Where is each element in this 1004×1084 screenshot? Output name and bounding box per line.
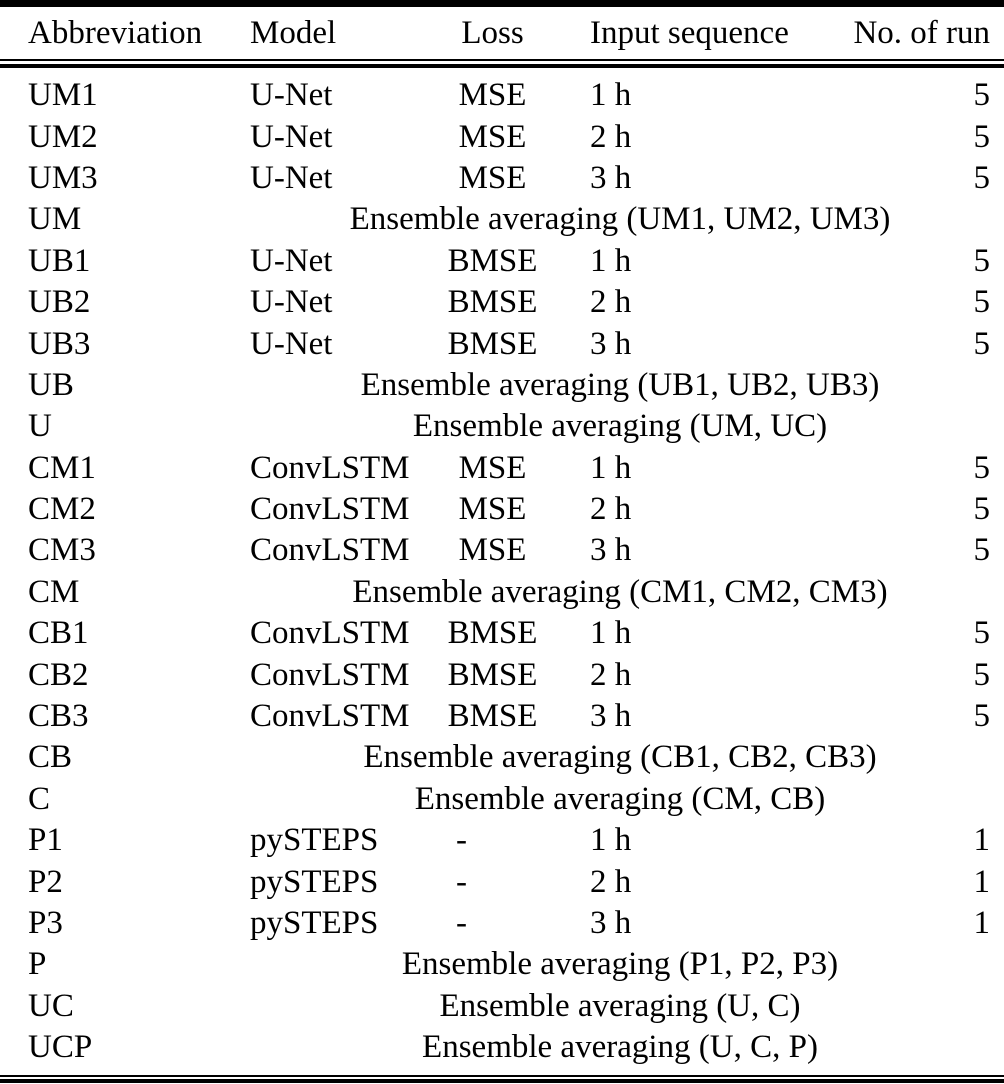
cell-loss-value: - bbox=[456, 863, 467, 900]
cell-ensemble-description: Ensemble averaging (U, C) bbox=[439, 987, 801, 1024]
table-row bbox=[0, 820, 1004, 861]
table-row bbox=[0, 323, 1004, 364]
table-row bbox=[0, 944, 1004, 985]
cell-loss bbox=[445, 864, 540, 901]
cell-model: pySTEPS bbox=[250, 863, 379, 900]
cell-loss-value: MSE bbox=[458, 77, 527, 114]
cell-abbreviation: UM3 bbox=[28, 159, 98, 196]
cell-abbreviation: P1 bbox=[28, 822, 63, 859]
table-row bbox=[0, 986, 1004, 1027]
cell-no-of-run: 5 bbox=[973, 449, 990, 486]
cell-loss bbox=[445, 615, 540, 652]
cell-loss-value: BMSE bbox=[447, 242, 538, 279]
cell-no-of-run: 1 bbox=[973, 822, 990, 859]
cell-no-of-run: 5 bbox=[973, 77, 990, 114]
column-header-loss: Loss bbox=[461, 14, 524, 51]
bottom-separator-thick-rule bbox=[0, 1079, 1004, 1083]
cell-ensemble-description: Ensemble averaging (UB1, UB2, UB3) bbox=[360, 366, 880, 403]
cell-loss bbox=[445, 119, 540, 156]
table-row bbox=[0, 861, 1004, 902]
cell-model: U-Net bbox=[250, 325, 333, 362]
cell-input-sequence: 2 h bbox=[590, 284, 632, 321]
cell-loss bbox=[445, 450, 540, 487]
cell-abbreviation: UB2 bbox=[28, 284, 91, 321]
table-row bbox=[0, 1027, 1004, 1068]
cell-loss bbox=[445, 243, 540, 280]
table-body bbox=[0, 75, 1004, 1068]
cell-loss bbox=[445, 284, 540, 321]
cell-model: ConvLSTM bbox=[250, 491, 410, 528]
cell-loss-value: BMSE bbox=[447, 656, 538, 693]
cell-model: pySTEPS bbox=[250, 822, 379, 859]
cell-loss bbox=[445, 657, 540, 694]
cell-no-of-run: 5 bbox=[973, 698, 990, 735]
cell-loss-value: BMSE bbox=[447, 698, 538, 735]
cell-abbreviation: CB3 bbox=[28, 698, 89, 735]
cell-input-sequence: 3 h bbox=[590, 325, 632, 362]
cell-loss-value: BMSE bbox=[447, 615, 538, 652]
table-row bbox=[0, 199, 1004, 240]
table-row bbox=[0, 530, 1004, 571]
cell-input-sequence: 1 h bbox=[590, 615, 632, 652]
cell-abbreviation: P bbox=[28, 946, 47, 983]
cell-abbreviation: CM2 bbox=[28, 491, 96, 528]
cell-loss-value: MSE bbox=[458, 532, 527, 569]
cell-loss-value: MSE bbox=[458, 118, 527, 155]
cell-loss bbox=[445, 160, 540, 197]
cell-no-of-run: 5 bbox=[973, 532, 990, 569]
table-row bbox=[0, 158, 1004, 199]
cell-input-sequence: 3 h bbox=[590, 159, 632, 196]
cell-loss-value: MSE bbox=[458, 491, 527, 528]
cell-input-sequence: 2 h bbox=[590, 863, 632, 900]
cell-loss bbox=[445, 698, 540, 735]
cell-model: ConvLSTM bbox=[250, 532, 410, 569]
cell-loss bbox=[445, 905, 540, 942]
cell-loss-value: BMSE bbox=[447, 284, 538, 321]
cell-model: ConvLSTM bbox=[250, 615, 410, 652]
cell-abbreviation: CB1 bbox=[28, 615, 89, 652]
cell-model: pySTEPS bbox=[250, 905, 379, 941]
cell-abbreviation: P3 bbox=[28, 905, 63, 941]
cell-abbreviation: P2 bbox=[28, 863, 63, 900]
table-row bbox=[0, 116, 1004, 157]
cell-model: U-Net bbox=[250, 77, 333, 114]
cell-abbreviation: CM1 bbox=[28, 449, 96, 486]
cell-no-of-run: 5 bbox=[973, 615, 990, 652]
cell-loss-value: - bbox=[456, 822, 467, 859]
cell-ensemble-description: Ensemble averaging (U, C, P) bbox=[422, 1029, 818, 1066]
top-rule bbox=[0, 0, 1004, 7]
cell-no-of-run: 5 bbox=[973, 491, 990, 528]
cell-no-of-run: 5 bbox=[973, 325, 990, 362]
cell-input-sequence: 2 h bbox=[590, 656, 632, 693]
column-header-abbreviation: Abbreviation bbox=[28, 14, 203, 51]
table-row bbox=[0, 696, 1004, 737]
cell-loss-value: MSE bbox=[458, 159, 527, 196]
cell-loss-value: BMSE bbox=[447, 325, 538, 362]
cell-no-of-run: 1 bbox=[973, 905, 990, 941]
column-header-model: Model bbox=[250, 14, 337, 51]
cell-input-sequence: 1 h bbox=[590, 449, 632, 486]
cell-no-of-run: 5 bbox=[973, 118, 990, 155]
cell-input-sequence: 2 h bbox=[590, 118, 632, 155]
cell-abbreviation: UC bbox=[28, 987, 74, 1024]
cell-ensemble-description: Ensemble averaging (P1, P2, P3) bbox=[401, 946, 839, 983]
cell-input-sequence: 3 h bbox=[590, 905, 632, 941]
bottom-separator bbox=[0, 1075, 1004, 1083]
cell-ensemble-description: Ensemble averaging (CM1, CM2, CM3) bbox=[352, 573, 888, 610]
cell-loss bbox=[445, 822, 540, 859]
cell-abbreviation: UM2 bbox=[28, 118, 98, 155]
table-row bbox=[0, 241, 1004, 282]
cell-loss-value: - bbox=[456, 905, 467, 941]
cell-model: ConvLSTM bbox=[250, 656, 410, 693]
cell-model: U-Net bbox=[250, 118, 333, 155]
table-row bbox=[0, 489, 1004, 530]
cell-model: ConvLSTM bbox=[250, 698, 410, 735]
header-separator bbox=[0, 59, 1004, 68]
column-header-no-of-run: No. of run bbox=[853, 14, 990, 51]
table-row bbox=[0, 448, 1004, 489]
cell-abbreviation: UB3 bbox=[28, 325, 91, 362]
cell-no-of-run: 5 bbox=[973, 284, 990, 321]
cell-loss bbox=[445, 532, 540, 569]
table-row bbox=[0, 737, 1004, 778]
table-row bbox=[0, 613, 1004, 654]
cell-abbreviation: CM bbox=[28, 573, 80, 610]
cell-no-of-run: 5 bbox=[973, 159, 990, 196]
cell-ensemble-description: Ensemble averaging (CM, CB) bbox=[414, 780, 826, 817]
table-row bbox=[0, 572, 1004, 613]
table-row bbox=[0, 779, 1004, 820]
table-header-row bbox=[0, 7, 1004, 59]
cell-no-of-run: 5 bbox=[973, 242, 990, 279]
cell-abbreviation: UB1 bbox=[28, 242, 91, 279]
cell-input-sequence: 1 h bbox=[590, 822, 632, 859]
cell-abbreviation: CB bbox=[28, 739, 73, 776]
cell-loss bbox=[445, 491, 540, 528]
cell-model: ConvLSTM bbox=[250, 449, 410, 486]
table-row bbox=[0, 75, 1004, 116]
cell-abbreviation: UM bbox=[28, 201, 82, 238]
cell-ensemble-description: Ensemble averaging (UM, UC) bbox=[412, 408, 828, 445]
cell-abbreviation: UCP bbox=[28, 1029, 93, 1066]
cell-no-of-run: 5 bbox=[973, 656, 990, 693]
cell-no-of-run: 1 bbox=[973, 863, 990, 900]
cell-abbreviation: CB2 bbox=[28, 656, 89, 693]
cell-loss bbox=[445, 77, 540, 114]
cell-model: U-Net bbox=[250, 284, 333, 321]
cell-loss-value: MSE bbox=[458, 449, 527, 486]
cell-ensemble-description: Ensemble averaging (UM1, UM2, UM3) bbox=[349, 201, 891, 238]
cell-model: U-Net bbox=[250, 242, 333, 279]
cell-input-sequence: 3 h bbox=[590, 698, 632, 735]
cell-input-sequence: 2 h bbox=[590, 491, 632, 528]
table-row bbox=[0, 406, 1004, 447]
cell-abbreviation: UB bbox=[28, 366, 74, 403]
table-row bbox=[0, 282, 1004, 323]
cell-input-sequence: 1 h bbox=[590, 77, 632, 114]
cell-input-sequence: 1 h bbox=[590, 242, 632, 279]
cell-model: U-Net bbox=[250, 159, 333, 196]
cell-abbreviation: C bbox=[28, 780, 51, 817]
cell-input-sequence: 3 h bbox=[590, 532, 632, 569]
cell-loss bbox=[445, 326, 540, 363]
table-row bbox=[0, 654, 1004, 695]
table-row bbox=[0, 903, 1004, 944]
cell-abbreviation: UM1 bbox=[28, 77, 98, 114]
cell-ensemble-description: Ensemble averaging (CB1, CB2, CB3) bbox=[363, 739, 877, 776]
column-header-input-sequence: Input sequence bbox=[590, 14, 789, 51]
table-row bbox=[0, 365, 1004, 406]
cell-abbreviation: U bbox=[28, 408, 52, 445]
cell-abbreviation: CM3 bbox=[28, 532, 96, 569]
